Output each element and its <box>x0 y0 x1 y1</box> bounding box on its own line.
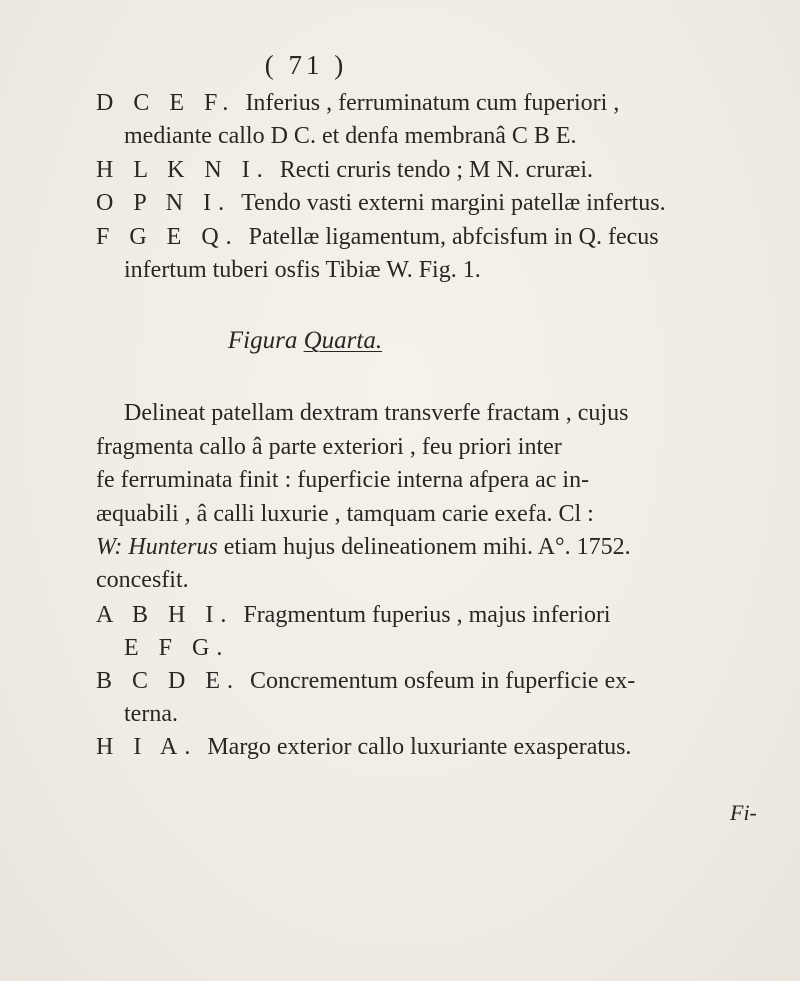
figure-keys: D C E F. <box>96 90 236 116</box>
line-text: Margo exterior callo luxuriante exasperatus. <box>207 734 632 760</box>
text-line <box>124 699 178 729</box>
line-text: Inferius , ferruminatum cum fuperiori , <box>245 90 620 116</box>
figure-keys: F G E Q. <box>96 224 239 250</box>
text-line <box>96 532 631 562</box>
catchword: Fi- <box>730 800 757 825</box>
line-text: infertum tuberi osfis Tibiæ W. Fig. 1. <box>124 257 481 283</box>
line-text: Recti cruris tendo ; M N. cruræi. <box>279 157 594 183</box>
text-line: Delineat patellam dextram transverfe fractam , cujus <box>124 400 629 426</box>
text-line: fe ferruminata finit : fuperficie interna afpera ac in- <box>96 467 590 493</box>
line-text: Concrementum osfeum in fuperficie ex- <box>250 668 636 694</box>
text-line <box>96 732 631 762</box>
text-line <box>124 255 481 285</box>
text-line: fragmenta callo â parte exteriori , feu priori inter <box>96 434 562 460</box>
text-line: concesfit. <box>96 567 189 593</box>
heading-word-figura: Figura <box>227 327 298 354</box>
heading-word-quarta: Quarta. <box>303 327 383 354</box>
figure-keys: O P N I. <box>96 190 232 216</box>
line-text: Tendo vasti externi margini patellæ infertus. <box>241 190 666 216</box>
figure-keys: H I A. <box>96 734 198 760</box>
line-text: E F G. <box>124 635 230 661</box>
text-line <box>96 666 635 696</box>
figure-keys: H L K N I. <box>96 157 270 183</box>
line-text: etiam hujus delineationem mihi. A°. 1752. <box>223 534 631 560</box>
text-line <box>124 633 229 663</box>
author-name: W: Hunterus <box>96 534 218 560</box>
text-line <box>96 188 666 218</box>
section-heading <box>0 327 610 355</box>
text-line <box>96 600 611 630</box>
line-text: Fragmentum fuperius , majus inferiori <box>243 602 611 628</box>
line-text: mediante callo D C. et denfa membranâ C B E. <box>124 123 577 149</box>
text-line <box>124 121 577 151</box>
figure-keys: A B H I. <box>96 602 234 628</box>
text-line <box>96 155 593 185</box>
figure-keys: B C D E. <box>96 668 241 694</box>
line-text: Patellæ ligamentum, abfcisfum in Q. fecus <box>248 224 659 250</box>
text-line <box>96 222 659 252</box>
text-line: æquabili , â calli luxurie , tamquam carie exefa. Cl : <box>96 501 594 527</box>
line-text: terna. <box>124 701 178 727</box>
page-number: ( 71 ) <box>264 50 348 80</box>
text-line <box>96 88 619 118</box>
